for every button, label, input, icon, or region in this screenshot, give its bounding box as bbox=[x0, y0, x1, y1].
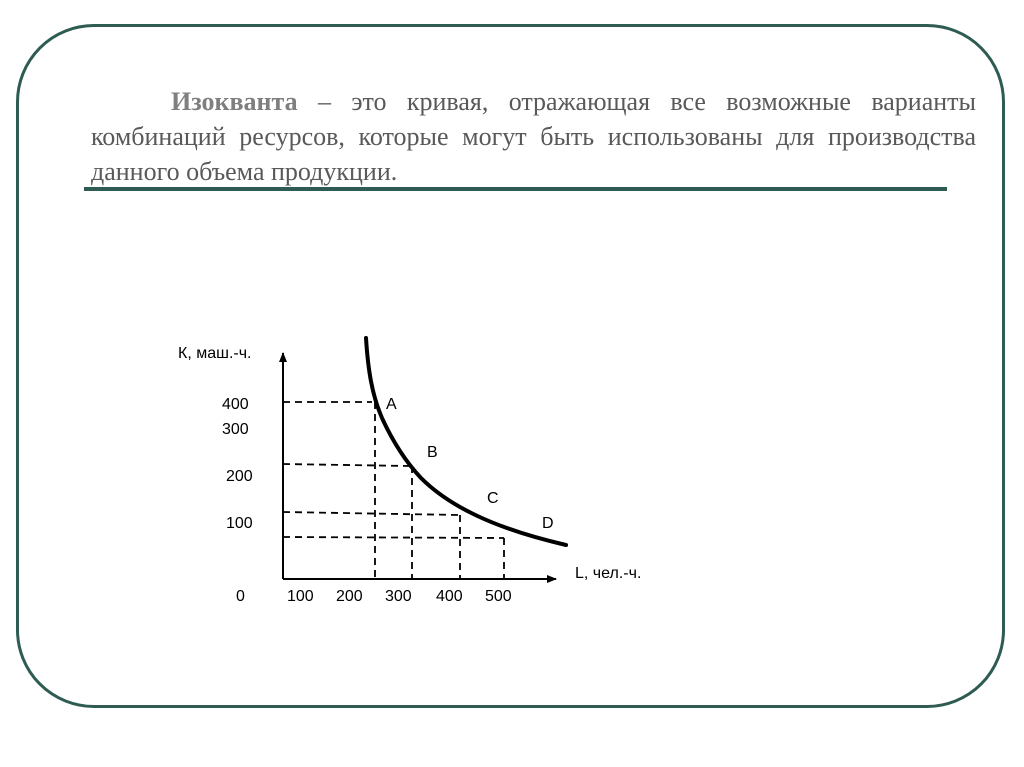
x-tick-label: 400 bbox=[436, 588, 463, 605]
definition-term: Изокванта bbox=[171, 87, 298, 116]
point-label-b: B bbox=[427, 444, 438, 461]
origin-label: 0 bbox=[236, 588, 245, 605]
point-label-c: C bbox=[487, 490, 499, 507]
y-tick-label: 400 bbox=[222, 396, 249, 413]
x-axis-label: L, чел.-ч. bbox=[575, 565, 642, 582]
y-tick-label: 200 bbox=[226, 468, 253, 485]
guide-b-horizontal bbox=[283, 464, 409, 466]
point-label-a: A bbox=[386, 396, 397, 413]
definition-body: – это кривая, отражающая все возможные варианты комбинаций ресурсов, которые могут быть использованы для производства данного объема продукции. bbox=[91, 87, 976, 186]
x-tick-label: 500 bbox=[485, 588, 512, 605]
point-label-d: D bbox=[542, 515, 554, 532]
x-tick-label: 300 bbox=[385, 588, 412, 605]
guide-d-horizontal bbox=[283, 537, 504, 538]
y-tick-label: 300 bbox=[222, 421, 249, 438]
y-axis-label: К, маш.-ч. bbox=[178, 345, 252, 362]
guide-c-horizontal bbox=[283, 512, 459, 515]
x-tick-label: 100 bbox=[287, 588, 314, 605]
y-tick-label: 100 bbox=[226, 515, 253, 532]
x-tick-label: 200 bbox=[336, 588, 363, 605]
